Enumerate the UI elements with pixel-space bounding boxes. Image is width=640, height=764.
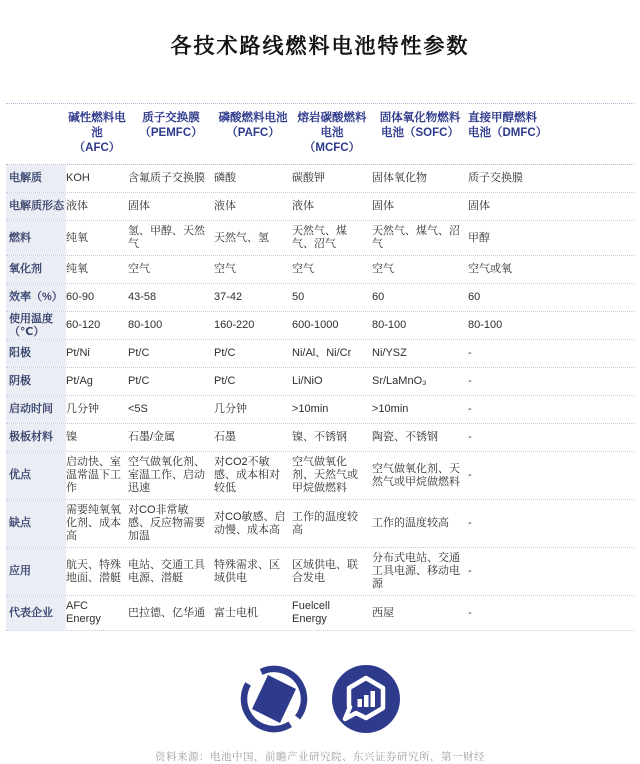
table-cell: 几分钟 xyxy=(214,403,247,415)
footer-logos xyxy=(6,663,634,735)
row-label: 优点 xyxy=(6,452,66,499)
table-cell: 空气或氧 xyxy=(468,263,512,275)
row-label: 启动时间 xyxy=(6,396,66,423)
fuel-cell-table xyxy=(6,103,634,631)
table-cell: 工作的温度较高 xyxy=(292,510,358,536)
row-label: 电解质 xyxy=(6,165,66,192)
infographic-page xyxy=(0,33,640,764)
column-header-line2: 电池（SOFC） xyxy=(381,127,459,139)
table-cell: 镍 xyxy=(66,431,77,443)
table-cell: Ni/YSZ xyxy=(372,347,407,359)
table-cell: 空气 xyxy=(128,263,150,275)
column-header-line1: 熔岩碳酸燃料电池 xyxy=(297,112,367,139)
table-cell: - xyxy=(468,469,472,481)
table-cell: 空气做氧化剂、天然气或甲烷做燃料 xyxy=(372,462,460,488)
table-header-corner xyxy=(6,111,66,156)
table-cell: 富士电机 xyxy=(214,606,258,619)
table-cell: 电站、交通工具电源、潜艇 xyxy=(128,558,205,584)
table-cell: 镍、不锈钢 xyxy=(292,431,347,443)
table-row xyxy=(6,340,634,368)
column-header-6 xyxy=(468,111,634,156)
table-cell: 43-58 xyxy=(128,291,157,303)
table-cell: 磷酸 xyxy=(214,172,236,184)
table-row xyxy=(6,165,634,193)
column-header-line2: （MCFC） xyxy=(303,142,361,154)
column-header-5 xyxy=(372,111,468,156)
table-cell: Li/NiO xyxy=(292,375,323,387)
table-cell: 区域供电、联合发电 xyxy=(292,558,358,584)
column-header-line1: 质子交换膜 xyxy=(142,112,200,124)
table-cell: Fuelcell Energy xyxy=(292,600,330,625)
column-header-line2: （PEMFC） xyxy=(139,127,203,139)
column-header-1 xyxy=(66,111,128,156)
column-header-3 xyxy=(214,111,292,156)
table-cell: 氢、甲醇、天然气 xyxy=(128,225,205,250)
column-header-line1: 固体氧化物燃料 xyxy=(379,112,461,124)
table-cell: 天然气、氢 xyxy=(214,231,269,244)
table-header-row xyxy=(6,103,634,165)
table-cell: 37-42 xyxy=(214,291,243,303)
column-header-line1: 直接甲醇燃料 xyxy=(468,112,537,124)
table-cell: Pt/C xyxy=(214,375,236,387)
table-cell: Pt/C xyxy=(128,375,150,387)
table-cell: Pt/C xyxy=(214,347,236,359)
table-cell: Sr/LaMnO₃ xyxy=(372,375,427,387)
page-title: 各技术路线燃料电池特性参数 xyxy=(170,35,470,58)
table-cell: 50 xyxy=(292,291,305,303)
table-cell: 碳酸钾 xyxy=(292,172,325,184)
table-cell: 空气 xyxy=(372,263,394,275)
table-cell: 启动快、室温常温下工作 xyxy=(66,456,121,494)
table-cell: 60 xyxy=(372,291,385,303)
table-cell: 天然气、煤气、沼气 xyxy=(372,225,460,250)
row-label: 燃料 xyxy=(6,221,66,255)
table-cell: 固体氧化物 xyxy=(372,172,427,184)
table-cell: Ni/Al、Ni/Cr xyxy=(292,347,352,359)
table-cell: 对CO敏感、启动慢、成本高 xyxy=(214,510,286,536)
table-cell: 天然气、煤气、沼气 xyxy=(292,225,347,250)
table-cell: 80-100 xyxy=(128,319,163,331)
table-cell: 空气 xyxy=(214,263,236,275)
row-label: 阳极 xyxy=(6,340,66,367)
column-header-line1: 碱性燃料电池 xyxy=(68,112,126,139)
table-row xyxy=(6,396,634,424)
table-cell: 几分钟 xyxy=(66,403,99,415)
table-cell: 空气做氧化剂、室温工作、启动迅速 xyxy=(128,456,205,494)
row-label: 氧化剂 xyxy=(6,256,66,283)
table-cell: - xyxy=(468,431,472,443)
table-cell: 60-120 xyxy=(66,319,101,331)
table-cell: 60 xyxy=(468,291,481,303)
table-cell: 固体 xyxy=(372,200,394,212)
table-cell: 石墨/金属 xyxy=(128,431,176,443)
row-label: 应用 xyxy=(6,548,66,595)
table-row xyxy=(6,284,634,312)
table-cell: 空气 xyxy=(292,263,314,275)
hexagon-barchart-logo-icon xyxy=(330,663,402,735)
table-cell: 对CO非常敏感、反应物需要加温 xyxy=(128,504,205,542)
row-label: 缺点 xyxy=(6,500,66,547)
table-cell: 液体 xyxy=(292,200,314,212)
table-row xyxy=(6,256,634,284)
source-credit: 资料来源：电池中国，前瞻产业研究院、东兴证券研究所，第一财经 xyxy=(155,751,485,763)
table-cell: 陶瓷、不锈钢 xyxy=(372,431,438,443)
table-row xyxy=(6,500,634,548)
table-row xyxy=(6,368,634,396)
table-row xyxy=(6,221,634,256)
table-cell: 液体 xyxy=(66,200,88,212)
table-cell: 特殊需求、区域供电 xyxy=(214,558,280,584)
table-cell: >10min xyxy=(292,403,329,415)
table-cell: 纯氧 xyxy=(66,231,88,244)
table-cell: 西屋 xyxy=(372,606,394,619)
table-row xyxy=(6,312,634,340)
table-cell: Pt/C xyxy=(128,347,150,359)
table-cell: 工作的温度较高 xyxy=(372,517,449,529)
table-cell: 含氟质子交换膜 xyxy=(128,172,205,184)
row-label: 电解质形态 xyxy=(6,193,66,220)
table-cell: 60-90 xyxy=(66,291,95,303)
table-cell: <5S xyxy=(128,403,148,415)
table-cell: 石墨 xyxy=(214,431,236,443)
table-cell: - xyxy=(468,403,472,415)
column-header-line2: （AFC） xyxy=(73,142,121,154)
row-label: 效率（%） xyxy=(6,284,66,311)
table-cell: - xyxy=(468,606,472,619)
row-label: 阴极 xyxy=(6,368,66,395)
table-cell: 质子交换膜 xyxy=(468,172,523,184)
row-label: 极板材料 xyxy=(6,424,66,451)
table-row xyxy=(6,452,634,500)
column-header-2 xyxy=(128,111,214,156)
table-cell: - xyxy=(468,347,472,359)
table-cell: 空气做氧化剂、天然气或甲烷做燃料 xyxy=(292,456,358,494)
table-cell: 600-1000 xyxy=(292,319,339,331)
table-cell: 固体 xyxy=(468,200,490,212)
table-cell: 液体 xyxy=(214,200,236,212)
table-row xyxy=(6,424,634,452)
table-cell: 固体 xyxy=(128,200,150,212)
row-label: 代表企业 xyxy=(6,596,66,630)
table-cell: - xyxy=(468,517,472,529)
table-cell: 分布式电站、交通工具电源、移动电源 xyxy=(372,552,460,590)
table-cell: Pt/Ni xyxy=(66,347,90,359)
row-label: 使用温度（℃） xyxy=(6,312,66,339)
column-header-4 xyxy=(292,111,372,156)
column-header-line1: 磷酸燃料电池 xyxy=(218,112,288,124)
table-row xyxy=(6,548,634,596)
compass-ring-logo-icon xyxy=(238,663,310,735)
table-cell: 需要纯氧氧化剂、成本高 xyxy=(66,504,121,542)
table-cell: 160-220 xyxy=(214,319,255,331)
table-cell: >10min xyxy=(372,403,409,415)
table-cell: - xyxy=(468,375,472,387)
table-cell: 80-100 xyxy=(468,319,503,331)
table-cell: Pt/Ag xyxy=(66,375,93,387)
table-cell: KOH xyxy=(66,172,90,184)
column-header-line2: 电池（DMFC） xyxy=(468,127,548,139)
table-row xyxy=(6,193,634,221)
table-row xyxy=(6,596,634,631)
table-cell: AFC Energy xyxy=(66,600,101,625)
column-header-line2: （PAFC） xyxy=(226,127,280,139)
table-cell: 航天、特殊地面、潜艇 xyxy=(66,558,121,584)
table-cell: 甲醇 xyxy=(468,231,490,244)
table-cell: 巴拉德、亿华通 xyxy=(128,606,205,619)
table-cell: - xyxy=(468,565,472,577)
table-body xyxy=(6,165,634,631)
table-cell: 80-100 xyxy=(372,319,407,331)
table-cell: 纯氧 xyxy=(66,263,88,275)
table-cell: 对CO2不敏感、成本相对较低 xyxy=(214,456,280,494)
